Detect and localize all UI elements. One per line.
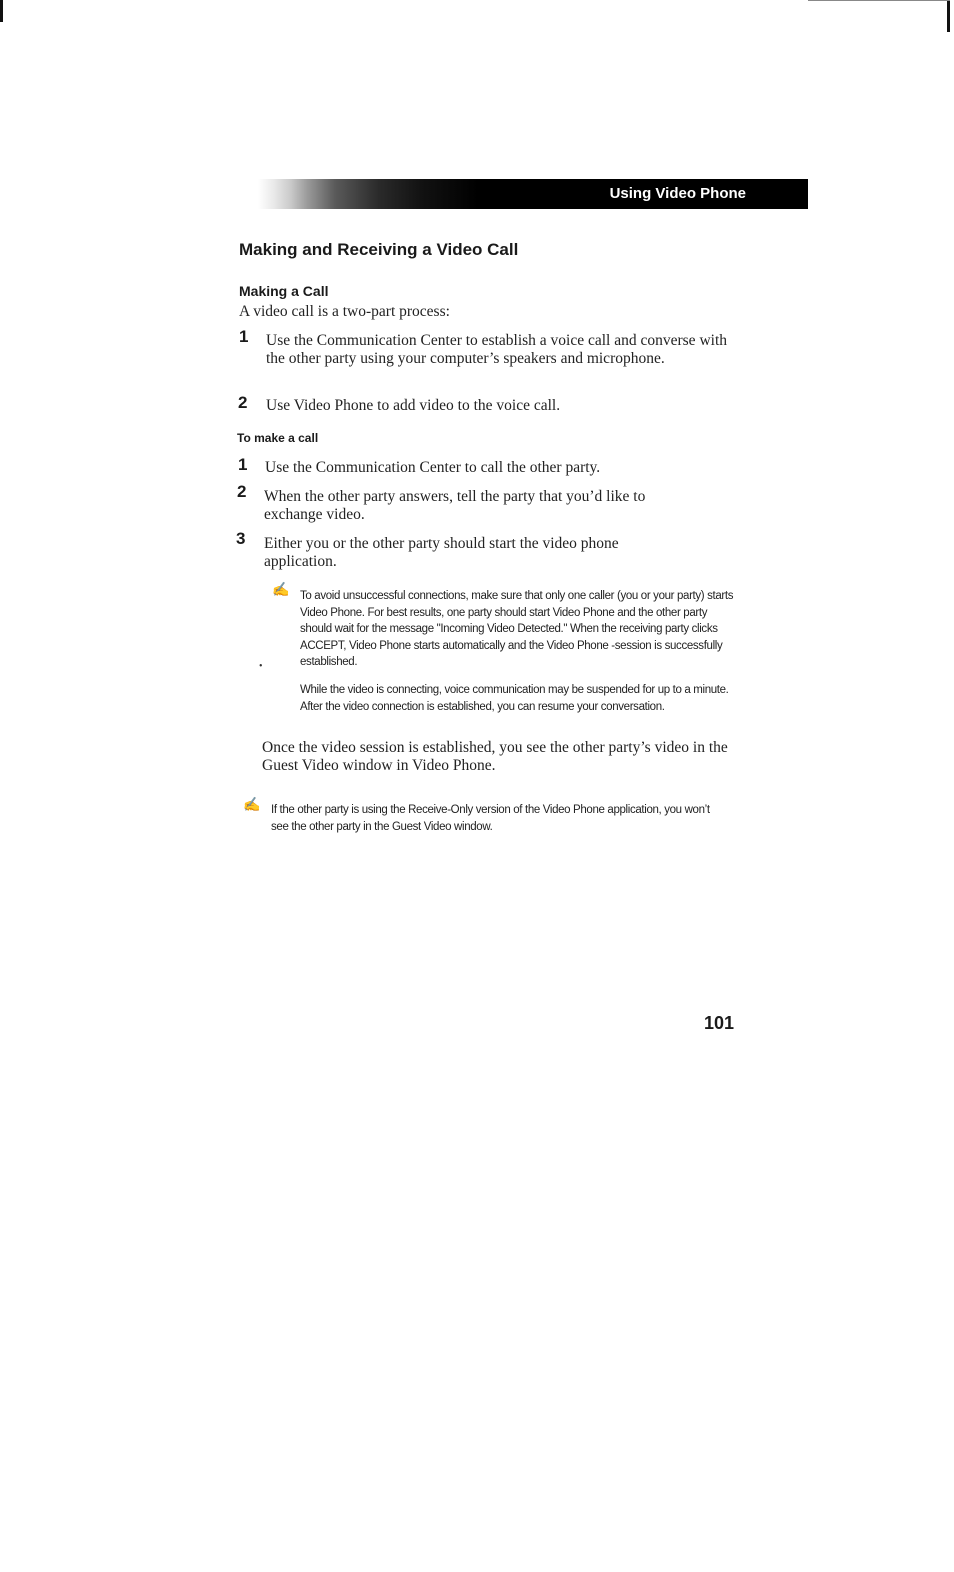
pencil-note-icon: ✍ [243,798,261,813]
stray-dot: • [259,661,263,672]
pencil-note-icon: ✍ [272,583,290,598]
process-step-text: Use Video Phone to add video to the voice call. [266,397,561,414]
crop-mark-top [808,0,950,1]
procedure-step-text: Either you or the other party should start the video phone application. [264,535,619,570]
note-text: To avoid unsuccessful connections, make sure that only one caller (you or your party) starts Video Phone. For best results, one party should start Video Phone and the other party should wait for the message "Incoming Video Detected." When the receiving party clicks ACCEPT, Video Phone starts automatically and the Video Phone -session is successfully established. [300,590,734,668]
procedure-heading: To make a call [237,431,319,445]
crop-mark-left [0,0,3,22]
process-step-number: 1 [239,327,249,346]
section-header-title: Using Video Phone [609,185,746,202]
procedure-step-text: Use the Communication Center to call the other party. [265,459,601,476]
closing-paragraph: Once the video session is established, you see the other party’s video in the Guest Video window in Video Phone. [262,739,728,774]
page-number: 101 [704,1013,735,1033]
procedure-step-number: 2 [237,482,247,501]
section-header-bar [258,179,808,209]
procedure-step-number: 1 [238,455,248,474]
crop-mark-right [947,0,950,32]
process-step-number: 2 [238,393,248,412]
intro-text: A video call is a two-part process: [239,303,450,320]
note-text-continued: While the video is connecting, voice communication may be suspended for up to a minute. After the video connection is established, you can resume your conversation. [300,684,729,713]
procedure-step-text: When the other party answers, tell the party that you’d like to exchange video. [264,488,646,523]
process-step-text: Use the Communication Center to establish a voice call and converse with the other party using your computer’s speakers and microphone. [266,332,727,367]
subheading-making-a-call: Making a Call [239,283,329,299]
section-heading: Making and Receiving a Video Call [239,240,519,259]
procedure-step-number: 3 [236,529,246,548]
note-text: If the other party is using the Receive-Only version of the Video Phone application, you won’t see the other party in the Guest Video window. [271,804,710,833]
